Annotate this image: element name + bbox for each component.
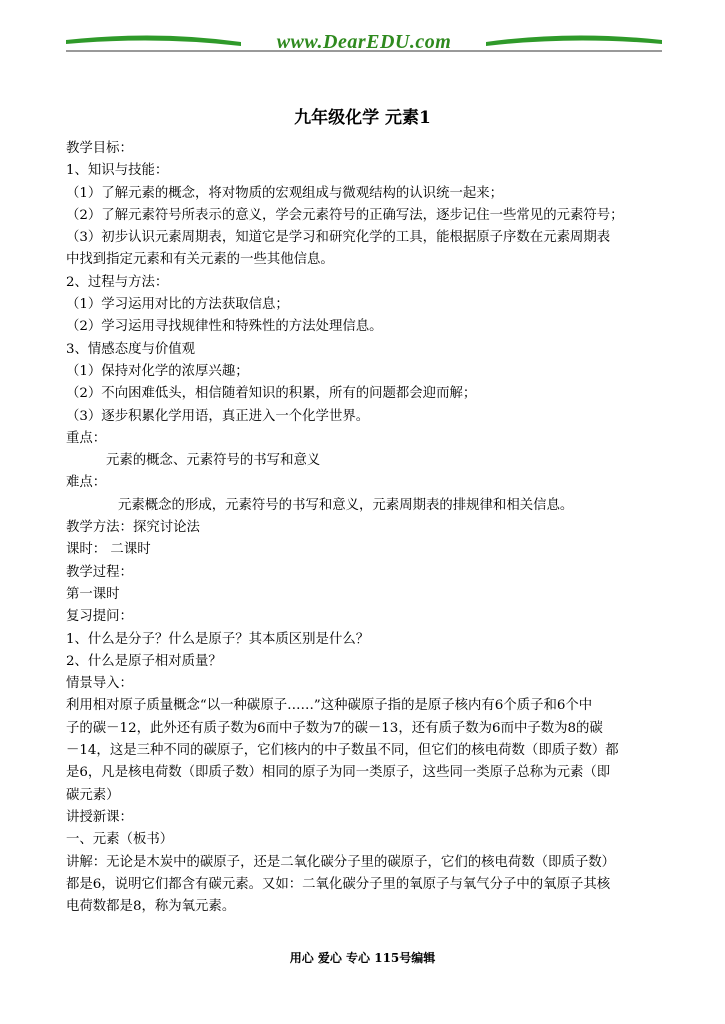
site-url: www.DearEDU.com [276, 31, 452, 53]
text-line: 碳元素） [66, 787, 120, 803]
text-line: 1、什么是分子？什么是原子？其本质区别是什么？ [66, 631, 370, 647]
text-line: 都是6，说明它们都含有碳元素。又如：二氧化碳分子里的氧原子与氧气分子中的氧原子其核 [66, 876, 611, 892]
text-line: 讲授新课： [66, 809, 133, 825]
text-line: 难点： [66, 475, 107, 491]
text-line: 3、情感态度与价值观 [66, 341, 196, 357]
text-line: 中找到指定元素和有关元素的一些其他信息。 [66, 252, 334, 268]
text-line: 元素概念的形成，元素符号的书写和意义，元素周期表的排规律和相关信息。 [118, 497, 574, 513]
text-line: 情景导入： [66, 676, 133, 692]
text-line: 2、什么是原子相对质量？ [66, 653, 222, 669]
text-line: 1、知识与技能： [66, 163, 169, 179]
text-line: 是6，凡是核电荷数（即质子数）相同的原子为同一类原子，这些同一类原子总称为元素（即 [66, 765, 611, 781]
text-line: （2）不向困难低头，相信随着知识的积累，所有的问题都会迎而解； [66, 386, 477, 402]
text-line: 重点： [66, 430, 107, 446]
text-line: （3）初步认识元素周期表，知道它是学习和研究化学的工具，能根据原子序数在元素周期表 [66, 230, 611, 246]
text-line: 元素的概念、元素符号的书写和意义 [106, 453, 321, 469]
text-line: －14，这是三种不同的碳原子，它们核内的中子数虽不同，但它们的核电荷数（即质子数）都 [66, 743, 619, 759]
text-line: 教学过程： [66, 564, 133, 580]
text-line: 子的碳－12，此外还有质子数为6而中子数为7的碳－13，还有质子数为6而中子数为8的碳 [66, 720, 603, 736]
text-line: 电荷数都是8，称为氧元素。 [66, 899, 236, 915]
text-line: 课时： 二课时 [66, 542, 151, 558]
text-line: （3）逐步积累化学用语，真正进入一个化学世界。 [66, 408, 370, 424]
text-line: 教学方法：探究讨论法 [66, 520, 200, 536]
text-line: （1）了解元素的概念，将对物质的宏观组成与微观结构的认识统一起来； [66, 185, 504, 201]
text-line: 第一课时 [66, 586, 120, 602]
page-title: 九年级化学 元素1 [294, 108, 431, 128]
text-line: 2、过程与方法： [66, 274, 169, 290]
text-line: （2）学习运用寻找规律性和特殊性的方法处理信息。 [66, 319, 383, 335]
text-line: （1）保持对化学的浓厚兴趣； [66, 363, 249, 379]
site-header-banner [66, 28, 662, 58]
document-body [66, 138, 662, 918]
text-line: （2）了解元素符号所表示的意义，学会元素符号的正确写法，逐步记住一些常见的元素符号； [66, 207, 624, 223]
page-footer: 用心 爱心 专心 115号编辑 [289, 951, 436, 965]
text-line: （1）学习运用对比的方法获取信息； [66, 297, 289, 313]
text-line: 讲解：无论是木炭中的碳原子，还是二氧化碳分子里的碳原子，它们的核电荷数（即质子数） [66, 854, 616, 870]
text-line: 一、元素（板书） [66, 832, 174, 848]
text-line: 利用相对原子质量概念“以一种碳原子……”这种碳原子指的是原子核内有6个质子和6个中 [66, 698, 593, 714]
text-line: 教学目标： [66, 141, 133, 156]
text-line: 复习提问： [66, 609, 133, 625]
